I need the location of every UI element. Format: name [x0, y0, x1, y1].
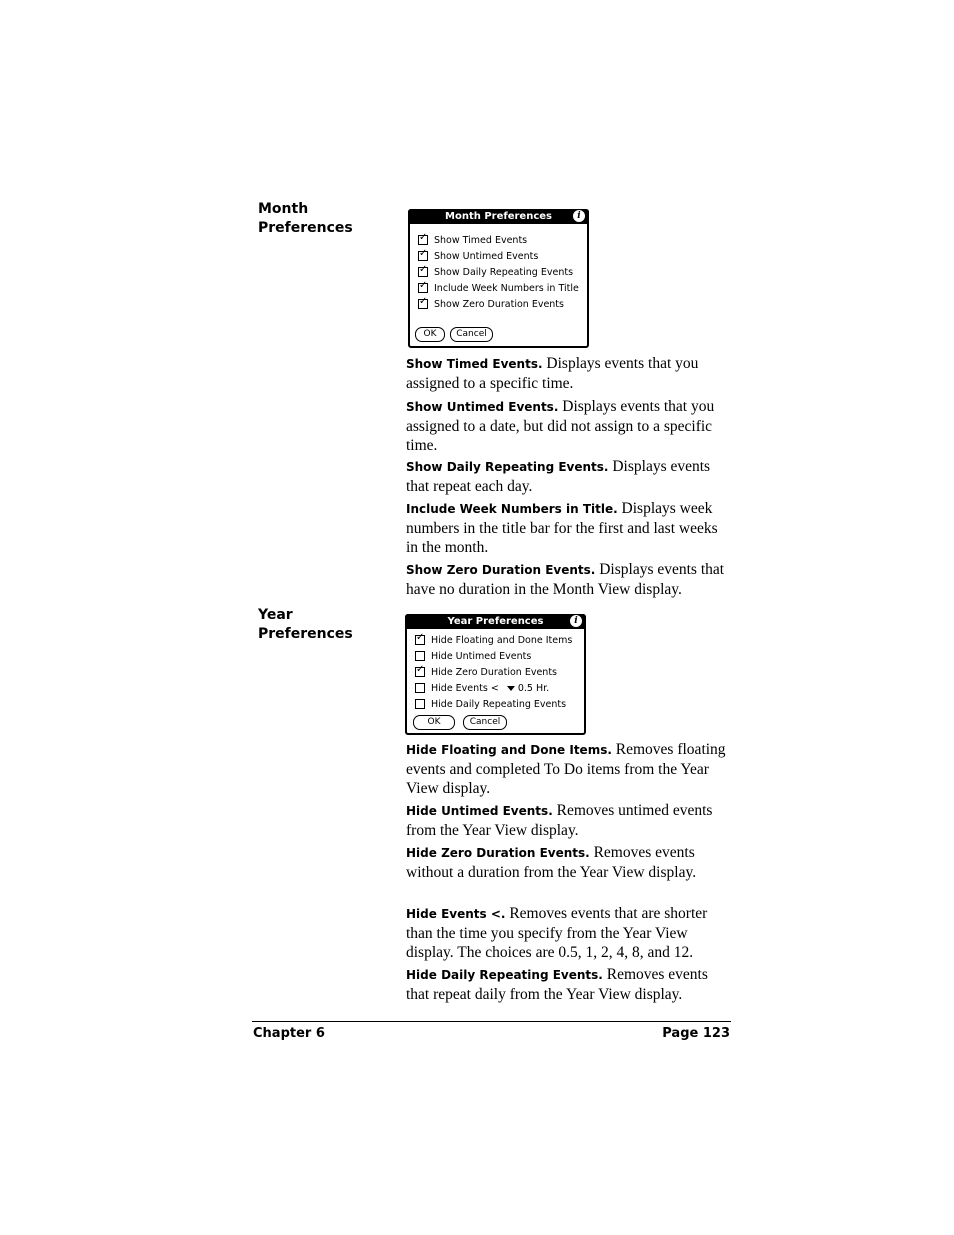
- year-item-4: [406, 904, 728, 962]
- item-text: Removes events without a duration from the Year View display.: [406, 844, 697, 881]
- checkbox-checked-icon[interactable]: ✓: [416, 663, 425, 675]
- duration-picker-value[interactable]: 0.5 Hr.: [517, 683, 550, 694]
- item-term: Hide Events <.: [406, 907, 506, 921]
- checkbox-checked-icon[interactable]: ✓: [419, 247, 428, 259]
- year-item-1: [406, 740, 728, 798]
- month-preferences-dialog: [408, 209, 589, 348]
- option-show-timed-events[interactable]: [418, 231, 528, 248]
- year-preferences-heading: [258, 606, 388, 644]
- year-item-2: [406, 801, 728, 840]
- footer-chapter: Chapter 6: [253, 1026, 325, 1041]
- year-preferences-dialog: [405, 614, 586, 735]
- heading-line: Preferences: [258, 220, 353, 236]
- item-term: Hide Untimed Events.: [406, 804, 553, 818]
- option-label: Hide Events <: [431, 683, 499, 694]
- item-text: Removes untimed events from the Year View display.: [406, 802, 713, 839]
- heading-line: Month: [258, 201, 309, 217]
- option-hide-daily-repeating[interactable]: [415, 698, 566, 712]
- dialog-title: Month Preferences: [445, 211, 552, 222]
- item-text: Displays events that repeat each day.: [406, 458, 711, 495]
- item-text: Removes floating events and completed To Do items from the Year View display.: [406, 741, 726, 797]
- month-item-2: [406, 397, 728, 455]
- month-item-4: [406, 499, 728, 557]
- checkbox-checked-icon[interactable]: ✓: [419, 231, 428, 243]
- option-show-daily-repeating-events[interactable]: [418, 263, 574, 280]
- dialog-title-bar: [408, 209, 589, 224]
- option-label: Hide Floating and Done Items: [431, 635, 573, 646]
- option-label: Hide Zero Duration Events: [431, 667, 558, 678]
- cancel-button[interactable]: Cancel: [450, 327, 493, 342]
- option-include-week-numbers[interactable]: [418, 279, 579, 296]
- year-item-3: [406, 843, 728, 882]
- item-text: Removes events that repeat daily from the Year View display.: [406, 966, 708, 1003]
- option-label: Show Daily Repeating Events: [434, 267, 574, 278]
- month-preferences-heading: [258, 200, 388, 238]
- option-hide-zero-duration[interactable]: [415, 663, 558, 680]
- item-term: Show Daily Repeating Events.: [406, 460, 609, 474]
- year-item-5: [406, 965, 728, 1004]
- option-label: Show Zero Duration Events: [434, 299, 564, 310]
- option-label: Hide Untimed Events: [431, 651, 532, 662]
- item-term: Hide Zero Duration Events.: [406, 846, 590, 860]
- dropdown-arrow-icon[interactable]: [507, 686, 515, 691]
- footer-page-number: Page 123: [662, 1026, 730, 1041]
- item-text: Displays events that you assigned to a specific time.: [406, 355, 699, 392]
- cancel-button[interactable]: Cancel: [463, 715, 507, 730]
- item-term: Show Timed Events.: [406, 357, 543, 371]
- option-hide-floating-done[interactable]: [415, 631, 573, 648]
- option-label: Show Timed Events: [434, 235, 528, 246]
- checkbox-unchecked-icon[interactable]: [415, 683, 425, 693]
- heading-line: Preferences: [258, 626, 353, 642]
- dialog-title-bar: [405, 614, 586, 629]
- option-label: Hide Daily Repeating Events: [431, 699, 567, 710]
- checkbox-checked-icon[interactable]: ✓: [419, 279, 428, 291]
- option-show-untimed-events[interactable]: [418, 247, 539, 264]
- item-term: Show Untimed Events.: [406, 400, 559, 414]
- item-text: Displays week numbers in the title bar for the first and last weeks in the month.: [406, 500, 718, 556]
- checkbox-unchecked-icon[interactable]: [415, 651, 425, 661]
- ok-button[interactable]: OK: [413, 715, 455, 730]
- item-text: Displays events that you assigned to a date, but did not assign to a specific time.: [406, 398, 715, 454]
- footer-rule: [252, 1021, 731, 1022]
- checkbox-checked-icon[interactable]: ✓: [419, 263, 428, 275]
- checkbox-checked-icon[interactable]: ✓: [416, 631, 425, 643]
- item-text: Removes events that are shorter than the time you specify from the Year View display. The choices are 0.5, 1, 2, 4, 8, and 12.: [406, 905, 708, 961]
- option-show-zero-duration-events[interactable]: [418, 295, 564, 312]
- dialog-title: Year Preferences: [447, 616, 544, 627]
- option-label: Show Untimed Events: [434, 251, 539, 262]
- month-item-1: [406, 354, 728, 393]
- info-icon[interactable]: i: [570, 615, 582, 627]
- option-hide-untimed-events[interactable]: [415, 650, 531, 664]
- info-icon[interactable]: i: [573, 210, 585, 222]
- month-item-5: [406, 560, 728, 599]
- item-term: Hide Floating and Done Items.: [406, 743, 612, 757]
- month-item-3: [406, 457, 728, 496]
- item-term: Show Zero Duration Events.: [406, 563, 596, 577]
- item-term: Hide Daily Repeating Events.: [406, 968, 603, 982]
- option-label: Include Week Numbers in Title: [434, 283, 579, 294]
- item-text: Displays events that have no duration in the Month View display.: [406, 561, 725, 598]
- ok-button[interactable]: OK: [415, 327, 445, 342]
- heading-line: Year: [258, 607, 293, 623]
- item-term: Include Week Numbers in Title.: [406, 502, 618, 516]
- option-hide-events-shorter[interactable]: [415, 682, 549, 696]
- checkbox-checked-icon[interactable]: ✓: [419, 295, 428, 307]
- checkbox-unchecked-icon[interactable]: [415, 699, 425, 709]
